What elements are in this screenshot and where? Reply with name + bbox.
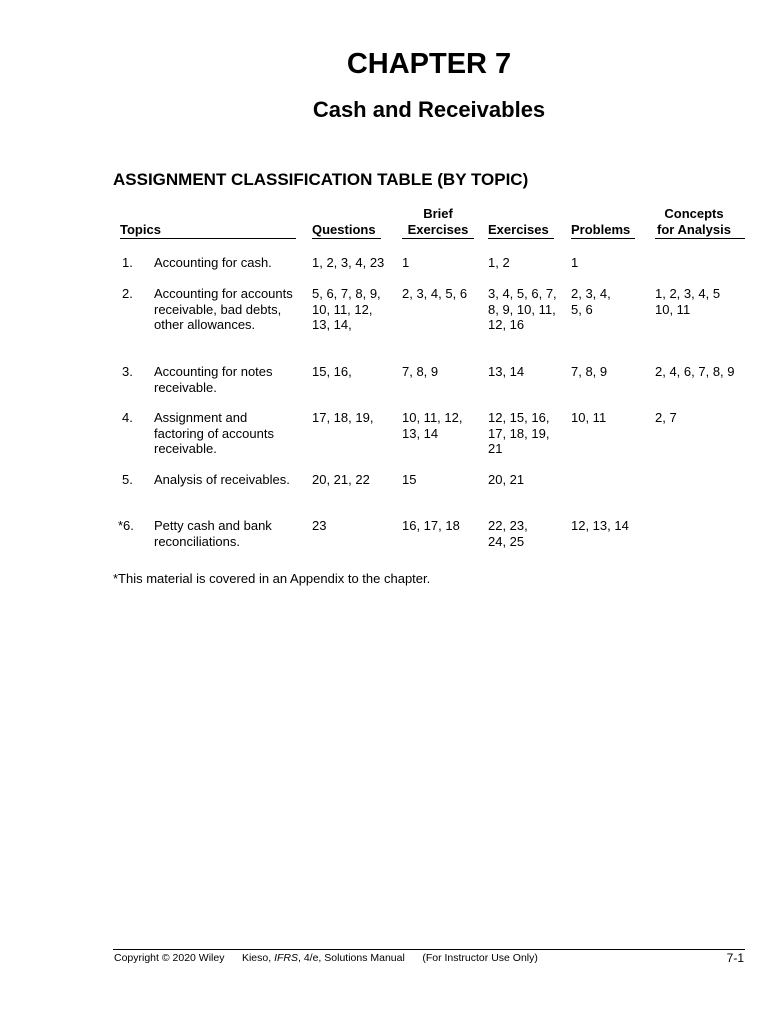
- column-header-brief-line1: Brief: [423, 206, 453, 221]
- row-topic: Analysis of receivables.: [154, 472, 290, 487]
- column-header-problems: Problems: [571, 222, 631, 237]
- column-header-brief-exercises: [402, 206, 474, 238]
- row-problems: 12, 13, 14: [571, 518, 629, 533]
- row-concepts: 2, 7: [655, 410, 677, 425]
- row-exercises: 12, 15, 16, 17, 18, 19, 21: [488, 410, 550, 456]
- row-brief-exercises: 1: [402, 255, 410, 270]
- row-problems: 2, 3, 4, 5, 6: [571, 286, 611, 317]
- footer-book-title: IFRS: [274, 952, 298, 964]
- header-rule-brief: [402, 238, 474, 239]
- footnote: *This material is covered in an Appendix to the chapter.: [113, 571, 431, 586]
- row-exercises: 3, 4, 5, 6, 7, 8, 9, 10, 11, 12, 16: [488, 286, 557, 332]
- footer-edition: , 4/e, Solutions Manual: [298, 952, 405, 964]
- page-footer: [114, 952, 538, 964]
- footer-copyright: Copyright © 2020 Wiley: [114, 952, 225, 964]
- row-brief-exercises: 15: [402, 472, 417, 487]
- row-topic: Assignment and factoring of accounts receivable.: [154, 410, 274, 456]
- chapter-heading: CHAPTER 7: [346, 48, 512, 80]
- row-questions: 23: [312, 518, 327, 533]
- row-topic: Accounting for cash.: [154, 255, 272, 270]
- column-header-topics: Topics: [120, 222, 161, 237]
- row-problems: 10, 11: [571, 410, 607, 425]
- column-header-exercises: Exercises: [488, 222, 549, 237]
- row-questions: 5, 6, 7, 8, 9, 10, 11, 12, 13, 14,: [312, 286, 381, 332]
- row-questions: 15, 16,: [312, 364, 352, 379]
- row-questions: 1, 2, 3, 4, 23: [312, 255, 385, 270]
- chapter-subtitle: Cash and Receivables: [312, 97, 546, 122]
- header-rule-questions: [312, 238, 381, 239]
- column-header-brief-line2: Exercises: [407, 222, 469, 237]
- row-topic: Petty cash and bank reconciliations.: [154, 518, 272, 549]
- row-number: 1.: [122, 255, 133, 270]
- row-brief-exercises: 7, 8, 9: [402, 364, 439, 379]
- footer-note: (For Instructor Use Only): [422, 952, 538, 964]
- row-topic: Accounting for notes receivable.: [154, 364, 273, 395]
- row-problems: 7, 8, 9: [571, 364, 608, 379]
- footer-author: Kieso,: [241, 952, 275, 964]
- column-header-concepts: [653, 206, 735, 238]
- row-number: 2.: [122, 286, 133, 301]
- row-number: 5.: [122, 472, 133, 487]
- footer-rule: [113, 949, 745, 950]
- row-questions: 20, 21, 22: [312, 472, 370, 487]
- column-header-questions: Questions: [312, 222, 376, 237]
- column-header-concepts-line1: Concepts: [664, 206, 724, 221]
- row-brief-exercises: 10, 11, 12, 13, 14: [402, 410, 463, 441]
- row-number: 3.: [122, 364, 133, 379]
- row-exercises: 13, 14: [488, 364, 525, 379]
- row-exercises: 1, 2: [488, 255, 510, 270]
- row-problems: 1: [571, 255, 579, 270]
- header-rule-problems: [571, 238, 635, 239]
- row-exercises: 22, 23, 24, 25: [488, 518, 528, 549]
- row-number: 4.: [122, 410, 133, 425]
- row-questions: 17, 18, 19,: [312, 410, 374, 425]
- row-exercises: 20, 21: [488, 472, 525, 487]
- row-number: *6.: [118, 518, 134, 533]
- page-number: 7-1: [726, 951, 744, 965]
- row-brief-exercises: 16, 17, 18: [402, 518, 460, 533]
- row-brief-exercises: 2, 3, 4, 5, 6: [402, 286, 468, 301]
- row-topic: Accounting for accounts receivable, bad debts, other allowances.: [154, 286, 293, 332]
- row-concepts: 2, 4, 6, 7, 8, 9: [655, 364, 735, 379]
- row-concepts: 1, 2, 3, 4, 5 10, 11: [655, 286, 721, 317]
- column-header-concepts-line2: for Analysis: [657, 222, 731, 237]
- header-rule-concepts: [655, 238, 745, 239]
- header-rule-topics: [120, 238, 296, 239]
- header-rule-exercises: [488, 238, 554, 239]
- table-title: ASSIGNMENT CLASSIFICATION TABLE (BY TOPIC): [113, 170, 529, 189]
